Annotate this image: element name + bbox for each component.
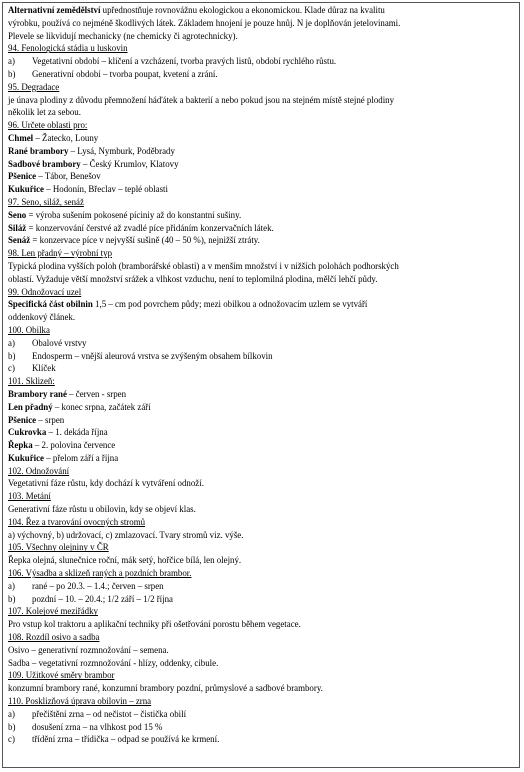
- list-marker: b): [8, 68, 16, 79]
- section-s95: [8, 81, 515, 119]
- text-run: a) výchovný, b) udržovací, c) zmlazovací. Tvary stromů viz. výše.: [8, 529, 244, 540]
- section-s98: [8, 247, 515, 285]
- list-item: [8, 362, 515, 375]
- section-s102: [8, 465, 515, 491]
- list-item-text: přečištění zrna – od nečistot – čistička obilí: [32, 708, 187, 719]
- section-s110: [8, 695, 515, 746]
- list-marker: a): [8, 580, 15, 591]
- list-item-text: rané – po 20.3. – 1.4.; červen – srpen: [32, 580, 164, 591]
- paragraph-line: [8, 529, 515, 542]
- section-heading: 110. Posklizňová úprava obilovin – zrna: [8, 696, 152, 707]
- bold-term: Brambory rané: [8, 388, 67, 399]
- paragraph-line: [8, 644, 515, 657]
- text-run: = konzervace píce v nejvyšší sušině (40 – 50 %), nejnižší ztráty.: [30, 235, 260, 246]
- list-item-text: Endosperm – vnější aleurová vrstva se zvýšeným obsahem bílkovin: [32, 350, 273, 361]
- bold-term: Alternativní zemědělství: [8, 5, 101, 15]
- list-item: [8, 733, 515, 746]
- section-s106: [8, 567, 515, 605]
- paragraph-line: [8, 503, 515, 516]
- section-heading: 94. Fenologická stádia u luskovin: [8, 43, 128, 54]
- list-item-text: dosušení zrna – na vlhkost pod 15 %: [32, 721, 163, 732]
- text-run: Řepka olejná, slunečnice roční, mák setý, hořčice bílá, len olejný.: [8, 555, 242, 566]
- text-run: – Český Krumlov, Klatovy: [80, 158, 179, 169]
- section-heading: 106. Výsadba a sklizeň raných a pozdních brambor.: [8, 568, 192, 579]
- bold-term: Seno: [8, 209, 27, 220]
- paragraph-line: [8, 158, 515, 171]
- section-s101: [8, 375, 515, 465]
- section-s108: [8, 631, 515, 669]
- paragraph-line: [8, 657, 515, 670]
- sections-container: [8, 42, 515, 746]
- text-run: – Žatecko, Louny: [33, 132, 99, 143]
- paragraph-line: [8, 145, 515, 158]
- text-run: 1,5 – cm pod povrchem půdy; mezi obilkou a odnožovacím uzlem se vytváří: [92, 299, 368, 310]
- list-item: [8, 593, 515, 606]
- bold-term: Pšenice: [8, 171, 37, 182]
- paragraph-line: [8, 132, 515, 145]
- intro-line: [8, 30, 515, 43]
- text-run: oblastí. Vyžaduje větší množství srážek a vlhkost vzduchu, není to teplomilná plodina, mělčí lehčí půdy.: [8, 273, 378, 284]
- list-item-text: Obalové vrstvy: [32, 337, 87, 348]
- text-run: – Tábor, Benešov: [36, 171, 101, 182]
- section-heading: 104. Řez a tvarování ovocných stromů: [8, 516, 146, 527]
- list-marker: c): [8, 734, 15, 745]
- section-s105: [8, 541, 515, 567]
- list-item: [8, 708, 515, 721]
- section-heading: 99. Odnožovací uzel: [8, 286, 82, 297]
- text-run: několik let za sebou.: [8, 107, 81, 118]
- paragraph-line: [8, 222, 515, 235]
- paragraph-line: [8, 477, 515, 490]
- bold-term: Rané brambory: [8, 145, 69, 156]
- text-run: – Hodonín, Břeclav – teplé oblasti: [44, 184, 168, 195]
- paragraph-line: [8, 554, 515, 567]
- text-run: – červen - srpen: [66, 388, 127, 399]
- text-run: – Lysá, Nymburk, Poděbrady: [68, 145, 175, 156]
- section-s103: [8, 490, 515, 516]
- section-heading: 108. Rozdíl osivo a sadba: [8, 632, 100, 643]
- paragraph-line: [8, 618, 515, 631]
- text-run: Osivo – generativní rozmnožování – semena.: [8, 644, 169, 655]
- section-s104: [8, 516, 515, 542]
- list-marker: a): [8, 56, 15, 67]
- text-run: Pro vstup kol traktoru a aplikační techniky při ošetřování porostu během vegetace.: [8, 619, 301, 630]
- text-run: = konzervování čerstvé až zvadlé píce přidáním konzervačních látek.: [26, 222, 274, 233]
- paragraph-line: [8, 94, 515, 107]
- paragraph-line: [8, 401, 515, 414]
- section-s109: [8, 669, 515, 695]
- paragraph-line: [8, 439, 515, 452]
- bold-term: Řepka: [8, 440, 33, 451]
- list-item-text: Vegetativní období – klíčení a vzcházení, tvorba pravých listů, období rychlého růstu.: [32, 56, 337, 67]
- section-heading: 100. Obilka: [8, 324, 50, 335]
- text-run: – konec srpna, začátek září: [52, 401, 151, 412]
- section-s94: [8, 42, 515, 80]
- list-marker: c): [8, 363, 15, 374]
- section-heading: 96. Určete oblasti pro:: [8, 120, 88, 131]
- list-item-text: pozdní – 10. – 20.4.; 1/2 září – 1/2 října: [32, 593, 173, 604]
- paragraph-line: [8, 682, 515, 695]
- list-marker: b): [8, 593, 16, 604]
- paragraph-line: [8, 183, 515, 196]
- list-marker: b): [8, 350, 16, 361]
- text-run: – 2. polovina července: [32, 440, 116, 451]
- text-run: Typická plodina vyšších poloh (bramborářské oblasti) a v menším množství i v nižších polohách podhorských: [8, 260, 399, 271]
- intro-line: [8, 17, 515, 30]
- text-run: oddenkový článek.: [8, 312, 76, 323]
- section-s100: [8, 324, 515, 375]
- list-item: [8, 55, 515, 68]
- list-item-text: Klíček: [32, 363, 56, 374]
- section-heading: 97. Seno, siláž, senáž: [8, 196, 84, 207]
- section-s97: [8, 196, 515, 247]
- section-s96: [8, 119, 515, 196]
- list-item-text: Generativní období – tvorba poupat, kvetení a zrání.: [32, 68, 218, 79]
- document-page: [2, 2, 520, 768]
- section-heading: 105. Všechny olejniny v ČR: [8, 542, 109, 553]
- paragraph-line: [8, 170, 515, 183]
- section-heading: 107. Kolejové meziřádky: [8, 606, 98, 617]
- paragraph-line: [8, 426, 515, 439]
- list-marker: a): [8, 708, 15, 719]
- bold-term: Sadbové brambory: [8, 158, 81, 169]
- list-item: [8, 68, 515, 81]
- text-run: Plevele se likvidují mechanicky (ne chemicky či agrotechnicky).: [8, 30, 238, 41]
- text-run: – přelom září a října: [44, 452, 119, 463]
- list-item: [8, 337, 515, 350]
- text-run: konzumní brambory rané, konzumní brambory pozdní, průmyslové a sadbové brambory.: [8, 683, 323, 694]
- section-heading: 95. Degradace: [8, 81, 60, 92]
- list-item: [8, 350, 515, 363]
- text-run: Sadba – vegetativní rozmnožování - hlízy, oddenky, cibule.: [8, 657, 219, 668]
- list-item: [8, 721, 515, 734]
- section-s99: [8, 286, 515, 324]
- paragraph-line: [8, 298, 515, 311]
- bold-term: Kukuřice: [8, 452, 44, 463]
- bold-term: Len přadný: [8, 401, 53, 412]
- bold-term: Cukrovka: [8, 427, 47, 438]
- text-run: – srpen: [36, 414, 65, 425]
- text-run: Vegetativní fáze růstu, kdy dochází k vytváření odnoží.: [8, 478, 204, 489]
- paragraph-line: [8, 452, 515, 465]
- text-run: výrobku, používá co nejméně škodlivých látek. Základem hnojení je pouze hnůj. N je doplňován jetelovinami.: [8, 17, 401, 28]
- section-heading: 98. Len přadný – výrobní typ: [8, 248, 113, 259]
- list-marker: a): [8, 337, 15, 348]
- section-heading: 101. Sklizeň:: [8, 376, 55, 387]
- paragraph-line: [8, 388, 515, 401]
- intro-line: [8, 4, 515, 17]
- paragraph-line: [8, 106, 515, 119]
- list-marker: b): [8, 721, 16, 732]
- section-s107: [8, 605, 515, 631]
- section-heading: 102. Odnožování: [8, 465, 70, 476]
- bold-term: Chmel: [8, 132, 34, 143]
- text-run: je únava plodiny z důvodu přemnožení háďátek a bakterií a nebo pokud jsou na stejném místě stejné plodiny: [8, 94, 395, 105]
- paragraph-line: [8, 273, 515, 286]
- bold-term: Kukuřice: [8, 184, 44, 195]
- intro-paragraph: [8, 4, 515, 42]
- text-run: = výroba sušením pokosené píciniy až do konstantní sušiny.: [26, 209, 242, 220]
- text-run: upřednostňuje rovnovážnu ekologickou a ekonomickou. Klade důraz na kvalitu: [100, 5, 385, 15]
- text-run: – 1. dekáda října: [46, 427, 108, 438]
- paragraph-line: [8, 234, 515, 247]
- paragraph-line: [8, 414, 515, 427]
- list-item-text: třídění zrna – třídička – odpad se používá ke krmení.: [32, 734, 220, 745]
- bold-term: Senáž: [8, 235, 31, 246]
- bold-term: Siláž: [8, 222, 27, 233]
- section-heading: 103. Metání: [8, 491, 51, 502]
- paragraph-line: [8, 311, 515, 324]
- paragraph-line: [8, 209, 515, 222]
- section-heading: 109. Užitkové směry brambor: [8, 670, 115, 681]
- bold-term: Pšenice: [8, 414, 37, 425]
- paragraph-line: [8, 260, 515, 273]
- bold-term: Specifická část obilnin: [8, 299, 93, 310]
- list-item: [8, 580, 515, 593]
- text-run: Generativní fáze růstu u obilovin, kdy se objeví klas.: [8, 504, 196, 515]
